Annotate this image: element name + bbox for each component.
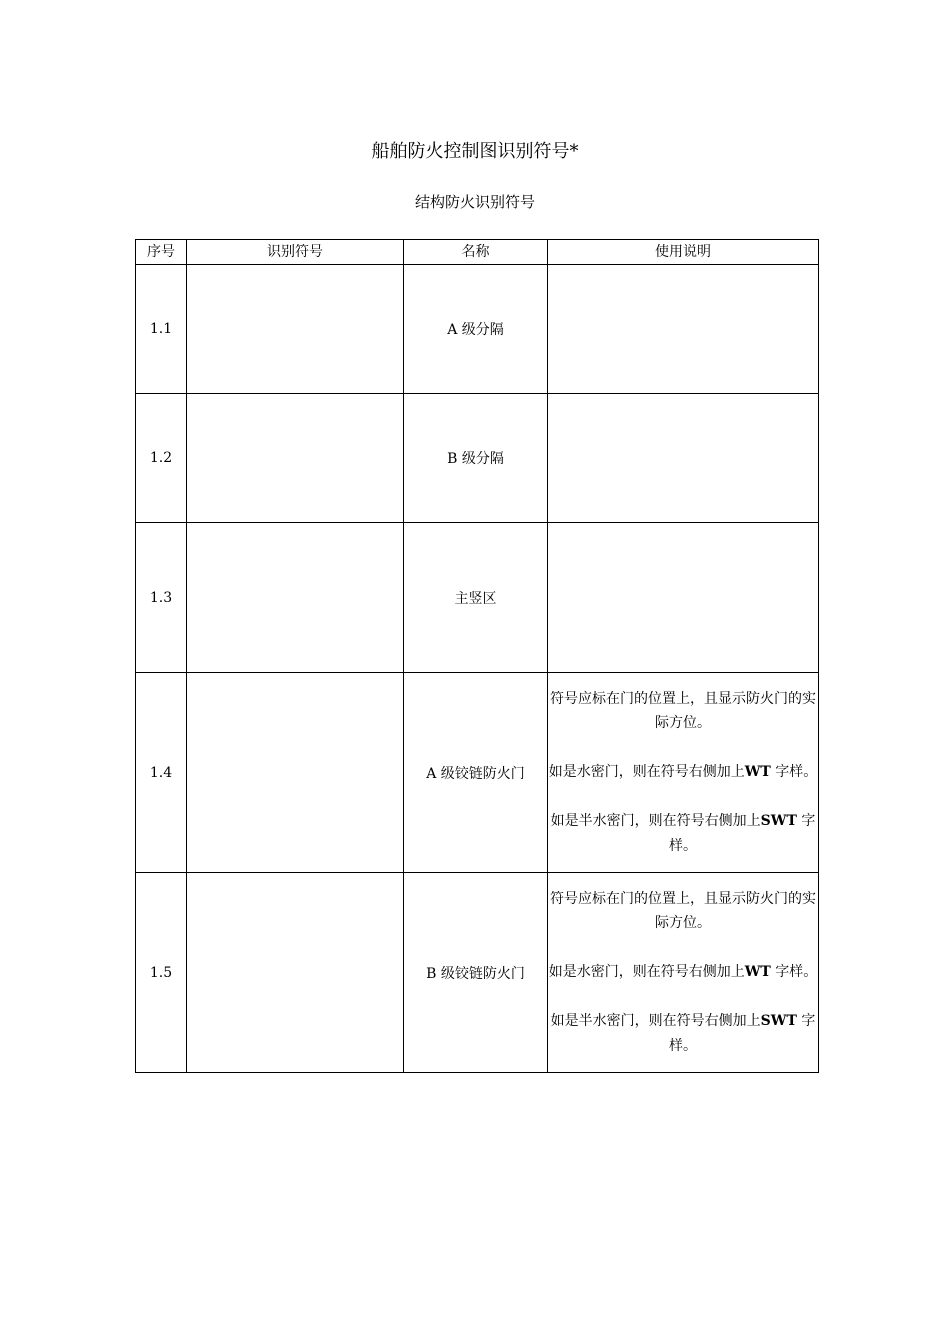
usage-note-text: 字样。 <box>669 813 816 854</box>
usage-note-text: 如是半水密门，则在符号右侧加上 <box>550 1013 761 1030</box>
header-usage-notes: 使用说明 <box>548 240 819 265</box>
row-serial-number: 1.1 <box>136 265 187 394</box>
table-row <box>136 873 819 1073</box>
row-serial-number: 1.3 <box>136 523 187 673</box>
table-row <box>136 523 819 673</box>
usage-note-semi-watertight <box>548 809 818 858</box>
header-serial-number: 序号 <box>136 240 187 265</box>
table-row <box>136 673 819 873</box>
row-name: 主竖区 <box>404 523 548 673</box>
row-usage-notes <box>548 394 819 523</box>
row-symbol-cell <box>187 394 404 523</box>
row-usage-notes <box>548 673 819 873</box>
row-serial-number: 1.5 <box>136 873 187 1073</box>
row-usage-notes <box>548 523 819 673</box>
usage-note-marking: SWT <box>760 813 797 830</box>
section-subtitle: 结构防火识别符号 <box>414 193 535 211</box>
row-usage-notes <box>548 265 819 394</box>
row-serial-number: 1.4 <box>136 673 187 873</box>
usage-note-watertight <box>548 760 818 785</box>
usage-note-marking: SWT <box>760 1013 797 1030</box>
row-symbol-cell <box>187 265 404 394</box>
usage-note-marking: WT <box>744 964 771 981</box>
usage-note-watertight <box>548 960 818 985</box>
header-symbol: 识别符号 <box>187 240 404 265</box>
document-title: 船舶防火控制图识别符号* <box>371 141 579 162</box>
header-name: 名称 <box>404 240 548 265</box>
usage-note-text: 字样。 <box>770 764 818 781</box>
usage-note-placement: 符号应标在门的位置上，且显示防火门的实际方位。 <box>550 690 816 732</box>
usage-note-text: 字样。 <box>669 1013 816 1054</box>
usage-note-text: 如是水密门，则在符号右侧加上 <box>548 964 745 981</box>
table-row <box>136 394 819 523</box>
row-name: A 级分隔 <box>404 265 548 394</box>
usage-note-marking: WT <box>744 764 771 781</box>
row-name: B 级分隔 <box>404 394 548 523</box>
usage-note-text: 字样。 <box>770 964 818 981</box>
row-symbol-cell <box>187 523 404 673</box>
row-symbol-cell <box>187 673 404 873</box>
row-name: B 级铰链防火门 <box>404 873 548 1073</box>
usage-note-semi-watertight <box>548 1009 818 1058</box>
table-header-row <box>136 240 819 265</box>
row-name: A 级铰链防火门 <box>404 673 548 873</box>
row-usage-notes <box>548 873 819 1073</box>
table-row <box>136 265 819 394</box>
symbol-table <box>135 239 819 1073</box>
row-serial-number: 1.2 <box>136 394 187 523</box>
usage-note-placement: 符号应标在门的位置上，且显示防火门的实际方位。 <box>550 890 816 932</box>
row-symbol-cell <box>187 873 404 1073</box>
usage-note-text: 如是半水密门，则在符号右侧加上 <box>550 813 761 830</box>
usage-note-text: 如是水密门，则在符号右侧加上 <box>548 764 745 781</box>
